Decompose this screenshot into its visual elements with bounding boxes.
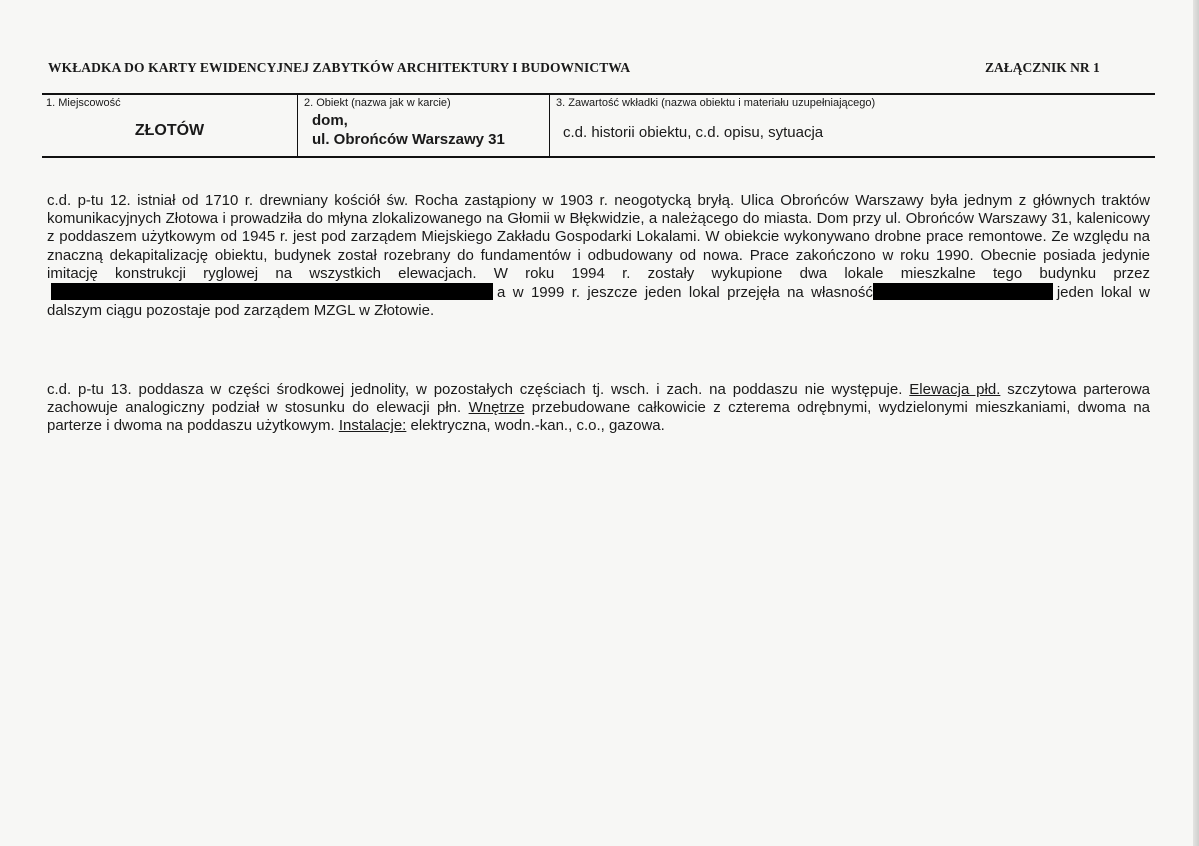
object-name-line2: ul. Obrońców Warszawy 31 [312, 131, 505, 148]
info-table [42, 93, 1155, 158]
description-text-a: c.d. p-tu 13. poddasza w części środkowej jednolity, w pozostałych częściach tj. wsch. i zach. na poddaszu nie występuje. [47, 381, 903, 398]
description-text-b: szczytowa parterowa zachowuje analogiczny podział w stosunku do elewacji płn. [47, 381, 1151, 417]
redaction-block [51, 283, 493, 300]
history-text-a: c.d. p-tu 12. istniał od 1710 r. drewniany kościół św. Rocha zastąpiony w 1903 r. neogotycką bryłą. Ulica Obrońców Warszawy była jednym z głównych traktów komunikacyjnych Złotowa i prowadziła do młyna zlokalizowanego na Głomii w Błękwidzie, a należącego do miasta. Dom przy ul. Obrońców Warszawy 31, kalenicowy z poddaszem użytkowym od 1945 r. jest pod zarządem Miejskiego Zakładu Gospodarki Lokalami. W obiekcie wykonywano drobne prace remontowe. Ze względu na znaczną dekapitalizację obiektu, budynek został rozebrany do fundamentów i odbudowany od nowa. Prace zakończono w roku 1990. Obecnie posiada jedynie imitację konstrukcji ryglowej na wszystkich elewacjach. W roku 1994 r. zostały wykupione dwa lokale mieszkalne tego budynku przez [47, 192, 1150, 282]
description-text-c: przebudowane całkowicie z czterema odrębnymi, wydzielonymi mieszkaniami, dwoma na parterze i dwoma na poddaszu użytkowym. [47, 399, 1151, 435]
interior-heading: Wnętrze [468, 399, 525, 417]
description-text-d: elektryczna, wodn.-kan., c.o., gazowa. [410, 417, 665, 435]
locality-cell [42, 95, 298, 156]
document-title: WKŁADKA DO KARTY EWIDENCYJNEJ ZABYTKÓW ARCHITEKTURY I BUDOWNICTWA [48, 60, 631, 75]
redaction-block [873, 283, 1053, 300]
object-cell [298, 95, 550, 156]
content-value: c.d. historii obiektu, c.d. opisu, sytuacja [563, 124, 824, 141]
object-name [312, 111, 505, 149]
history-text-b: a w 1999 r. jeszcze jeden lokal przejęła na własność [497, 284, 873, 302]
object-label: 2. Obiekt (nazwa jak w karcie) [304, 97, 451, 109]
content-label: 3. Zawartość wkładki (nazwa obiektu i materiału uzupełniającego) [556, 97, 876, 109]
annex-label: ZAŁĄCZNIK NR 1 [985, 60, 1100, 75]
history-text-c: jeden lokal w dalszym ciągu pozostaje pod zarządem MZGL w Złotowie. [47, 284, 1150, 320]
locality-label: 1. Miejscowość [46, 97, 121, 109]
elevation-heading: Elewacja płd. [909, 381, 1001, 398]
object-name-line1: dom, [312, 112, 348, 129]
installations-heading: Instalacje: [338, 417, 407, 435]
page-edge [1193, 0, 1199, 846]
history-paragraph [47, 192, 1150, 320]
locality-value: ZŁOTÓW [134, 122, 205, 139]
content-cell [550, 95, 1155, 156]
description-paragraph [47, 381, 1150, 436]
